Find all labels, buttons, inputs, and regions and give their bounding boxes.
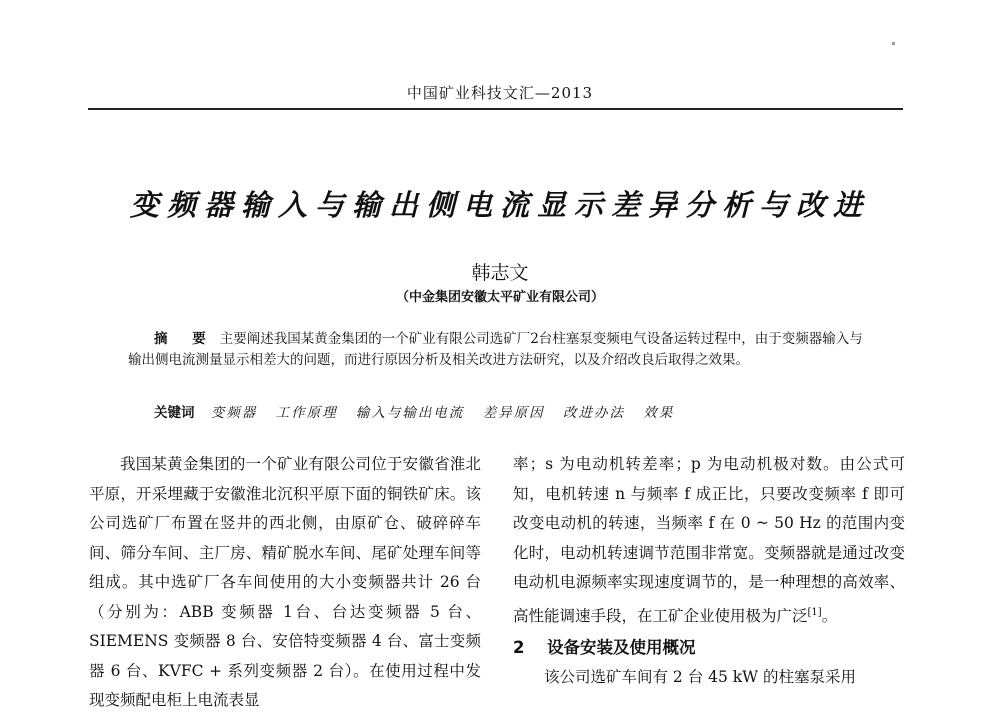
keyword: 差异原因 xyxy=(482,405,545,421)
keyword: 效果 xyxy=(643,405,675,421)
body-column-left xyxy=(89,450,481,716)
scan-mark xyxy=(892,42,895,45)
abstract xyxy=(128,329,876,371)
paragraph-text: 率；s 为电动机转差率；p 为电动机极对数。由公式可知，电机转速 n 与频率 f 成正比，只要改变频率 f 即可改变电动机的转速，当频率 f 在 0 ~ 50 Hz 的范围内变化时，电动机转速调节范围非常宽。变频器就是通过改变电动机电源频率实现速度调节的，是一种理想的高效率、高性能调速手段，在工矿企业使用极为广泛 xyxy=(513,455,905,625)
journal-header: 中国矿业科技文汇—2013 xyxy=(406,84,594,102)
keyword: 输入与输出电流 xyxy=(355,405,465,421)
abstract-text: 主要阐述我国某黄金集团的一个矿业有限公司选矿厂2台柱塞泵变频电气设备运转过程中，由于变频器输入与输出侧电流测量显示相差大的问题，而进行原因分析及相关改进方法研究，以及介绍改良后取得之效果。 xyxy=(128,331,863,368)
section-title: 设备安装及使用概况 xyxy=(547,638,696,658)
paragraph-end: 。 xyxy=(821,606,838,625)
citation-ref: [1] xyxy=(807,606,822,618)
abstract-label: 摘 要 xyxy=(154,331,216,347)
body-paragraph-intro: 我国某黄金集团的一个矿业有限公司位于安徽省淮北平原，开采埋藏于安徽淮北沉积平原下面的铜铁矿床。该公司选矿厂布置在竖井的西北侧，由原矿仓、破碎碎车间、筛分车间、主厂房、精矿脱水车间、尾矿处理车间等组成。其中选矿厂各车间使用的大小变频器共计 26 台（分别为：ABB 变频器 1台、台达变频器 5 台、SIEMENS 变频器 8 台、安倍特变频器 4 台、富士变频器 6 台、KVFC + 系列变频器 2 台）。在使用过程中发现变频配电柜上电流表显 xyxy=(89,455,481,709)
section-number: 2 xyxy=(513,638,525,658)
keywords xyxy=(154,401,874,421)
keyword: 改进办法 xyxy=(562,405,625,421)
section-paragraph: 该公司选矿车间有 2 台 45 kW 的柱塞泵采用 xyxy=(544,667,857,686)
body-column-right xyxy=(513,450,905,692)
keyword: 变频器 xyxy=(210,405,258,421)
section-heading xyxy=(513,633,905,663)
header-rule xyxy=(88,108,903,110)
body-paragraph-continued xyxy=(513,450,905,631)
keywords-label: 关键词 xyxy=(154,405,195,421)
author-affiliation: （中金集团安徽太平矿业有限公司） xyxy=(395,290,604,305)
keyword: 工作原理 xyxy=(275,405,338,421)
paper-title: 变频器输入与输出侧电流显示差异分析与改进 xyxy=(129,188,870,222)
author-name: 韩志文 xyxy=(471,262,529,284)
